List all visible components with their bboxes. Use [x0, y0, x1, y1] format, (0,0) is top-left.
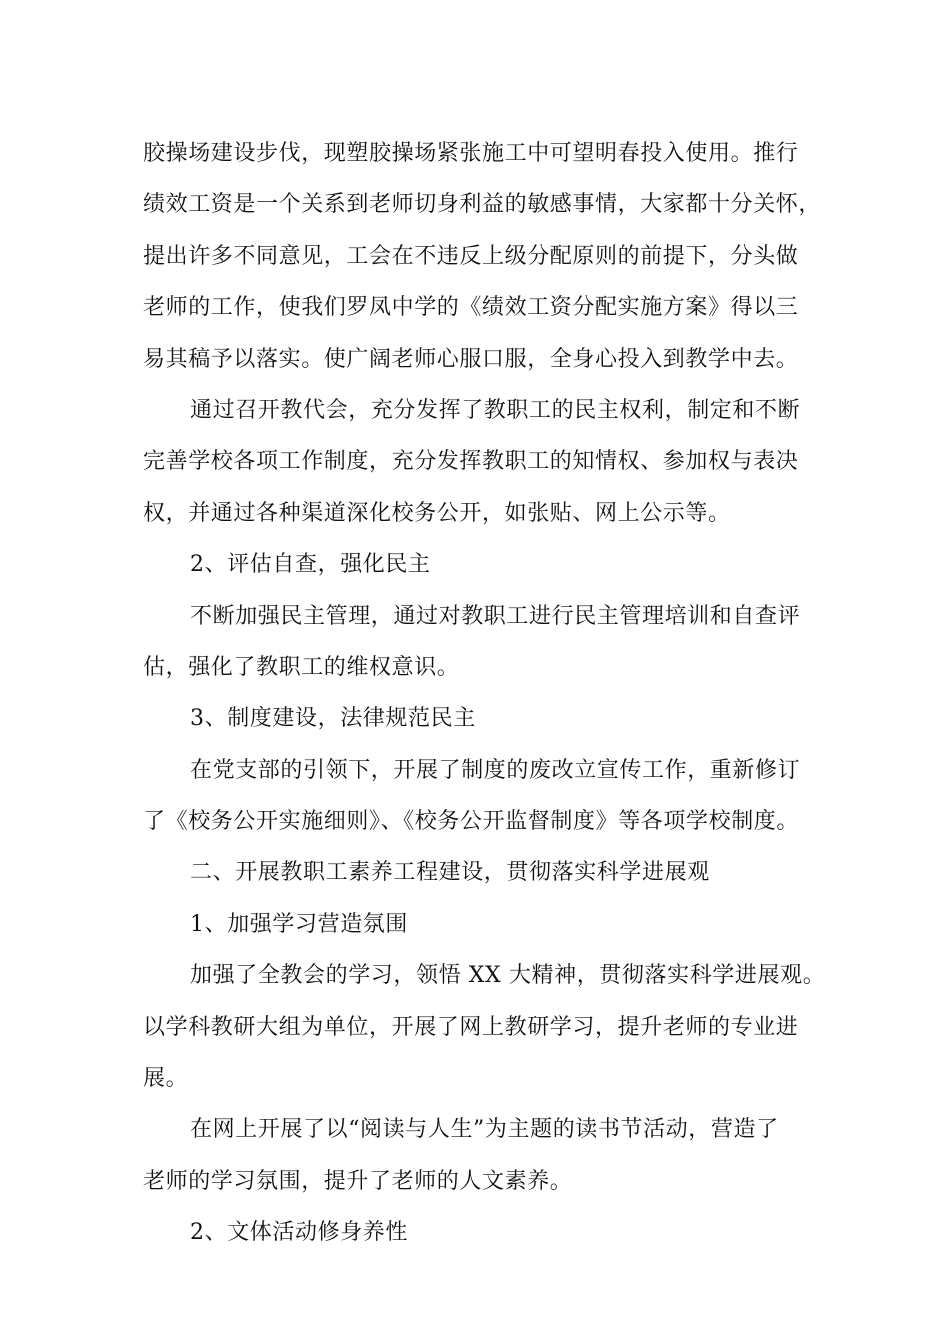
section-heading: 1、加强学习营造氛围 — [190, 911, 408, 937]
text-line: 估，强化了教职工的维权意识。 — [143, 654, 460, 680]
text-line: 在网上开展了以“阅读与人生”为主题的读书节活动，营造了 — [190, 1117, 779, 1143]
text-line: 完善学校各项工作制度，充分发挥教职工的知情权、参加权与表决 — [143, 449, 799, 475]
text-line: 以学科教研大组为单位，开展了网上教研学习，提升老师的专业进 — [143, 1014, 799, 1040]
text-line: 胶操场建设步伐，现塑胶操场紧张施工中可望明春投入使用。推行 — [143, 141, 799, 166]
text-line: 老师的工作，使我们罗凤中学的《绩效工资分配实施方案》得以三 — [143, 295, 799, 321]
section-heading: 2、文体活动修身养性 — [190, 1220, 408, 1246]
text-line: 老师的学习氛围，提升了老师的人文素养。 — [143, 1168, 573, 1194]
text-line: 提出许多不同意见，工会在不违反上级分配原则的前提下，分头做 — [143, 243, 799, 269]
text-line: 绩效工资是一个关系到老师切身利益的敏感事情，大家都十分关怀， — [143, 192, 822, 218]
section-heading: 3、制度建设，法律规范民主 — [190, 706, 476, 732]
text-line: 通过召开教代会，充分发挥了教职工的民主权利，制定和不断 — [190, 397, 801, 423]
section-heading: 二、开展教职工素养工程建设，贯彻落实科学进展观 — [190, 860, 710, 886]
text-line: 了《校务公开实施细则》、《校务公开监督制度》等各项学校制度。 — [143, 809, 800, 835]
text-line: 展。 — [143, 1066, 189, 1092]
section-heading: 2、评估自查，强化民主 — [190, 552, 431, 578]
document-body — [143, 128, 826, 1259]
text-line: 不断加强民主管理，通过对教职工进行民主管理培训和自查评 — [190, 603, 801, 629]
text-line: 易其稿予以落实。使广阔老师心服口服，全身心投入到教学中去。 — [143, 346, 799, 372]
text-line: 在党支部的引领下，开展了制度的废改立宣传工作，重新修订 — [190, 757, 801, 783]
text-line: 权，并通过各种渠道深化校务公开，如张贴、网上公示等。 — [143, 500, 731, 526]
text-line: 加强了全教会的学习，领悟 XX 大精神，贯彻落实科学进展观。 — [190, 963, 826, 989]
